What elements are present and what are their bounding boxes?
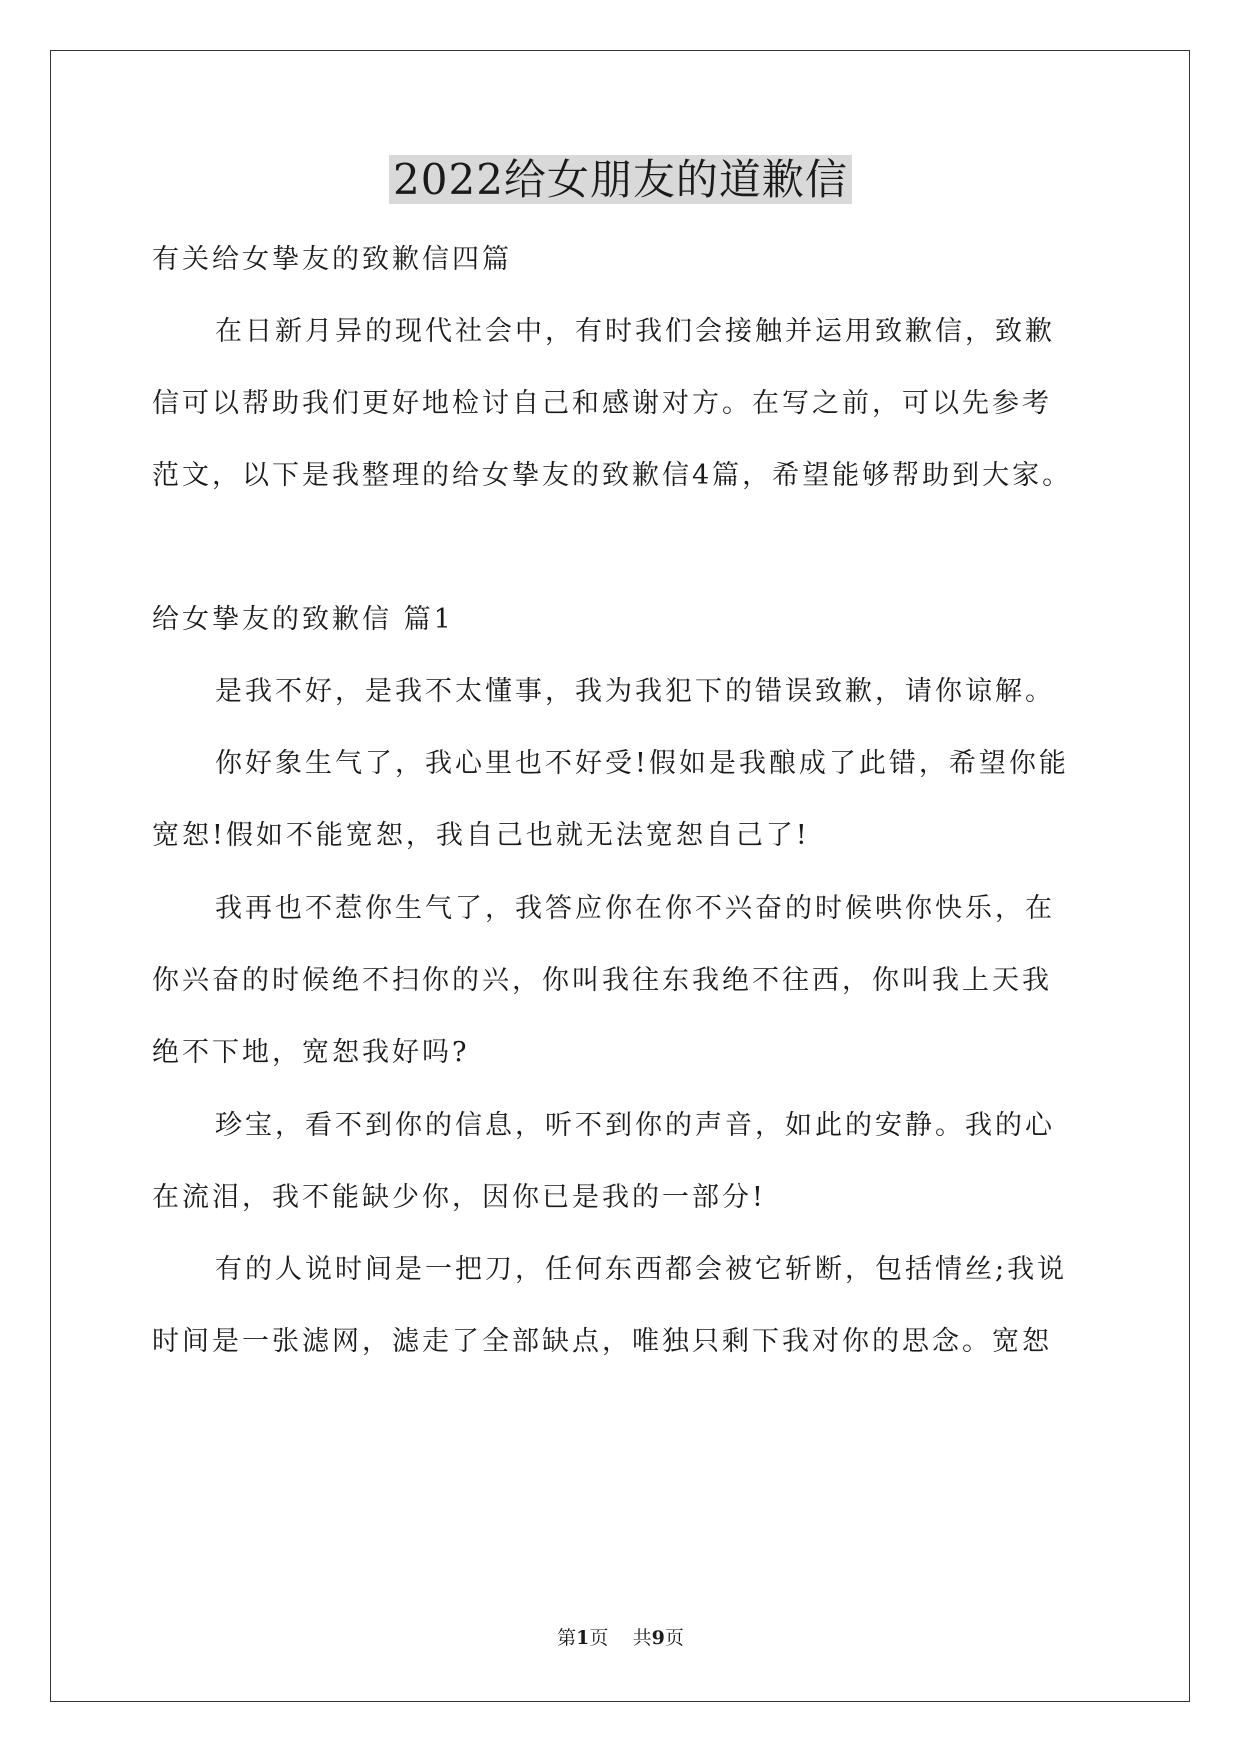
subtitle: 有关给女挚友的致歉信四篇	[152, 244, 512, 275]
intro-line: 范文，以下是我整理的给女挚友的致歉信4篇，希望能够帮助到大家。	[152, 460, 1073, 491]
body-line: 绝不下地，宽恕我好吗?	[152, 1037, 470, 1068]
body-line: 你好象生气了，我心里也不好受!假如是我酿成了此错，希望你能	[215, 748, 1069, 779]
page-border	[50, 50, 1190, 1702]
section-heading: 给女挚友的致歉信 篇1	[152, 604, 454, 635]
total-suffix: 页	[664, 1627, 684, 1649]
page-current: 1	[576, 1627, 590, 1649]
intro-line: 信可以帮助我们更好地检讨自己和感谢对方。在写之前，可以先参考	[152, 388, 1052, 419]
page-prefix: 第	[557, 1627, 577, 1649]
intro-line: 在日新月异的现代社会中，有时我们会接触并运用致歉信，致歉	[215, 316, 1055, 347]
body-line: 是我不好，是我不太懂事，我为我犯下的错误致歉，请你谅解。	[215, 676, 1055, 707]
document-title	[0, 150, 1241, 210]
body-line: 时间是一张滤网，滤走了全部缺点，唯独只剩下我对你的思念。宽恕	[152, 1326, 1052, 1357]
total-prefix: 共	[632, 1627, 652, 1649]
body-line: 在流泪，我不能缺少你，因你已是我的一部分!	[152, 1182, 766, 1213]
body-line: 宽恕!假如不能宽恕，我自己也就无法宽恕自己了!	[152, 820, 810, 851]
document-title-text: 2022给女朋友的道歉信	[389, 155, 852, 204]
body-line: 你兴奋的时候绝不扫你的兴，你叫我往东我绝不往西，你叫我上天我	[152, 965, 1052, 996]
page-footer	[0, 1626, 1241, 1650]
page-total: 9	[651, 1627, 665, 1649]
body-line: 有的人说时间是一把刀，任何东西都会被它斩断，包括情丝;我说	[215, 1254, 1068, 1285]
body-line: 我再也不惹你生气了，我答应你在你不兴奋的时候哄你快乐，在	[215, 893, 1055, 924]
body-line: 珍宝，看不到你的信息，听不到你的声音，如此的安静。我的心	[215, 1110, 1055, 1141]
page-suffix: 页	[589, 1627, 609, 1649]
